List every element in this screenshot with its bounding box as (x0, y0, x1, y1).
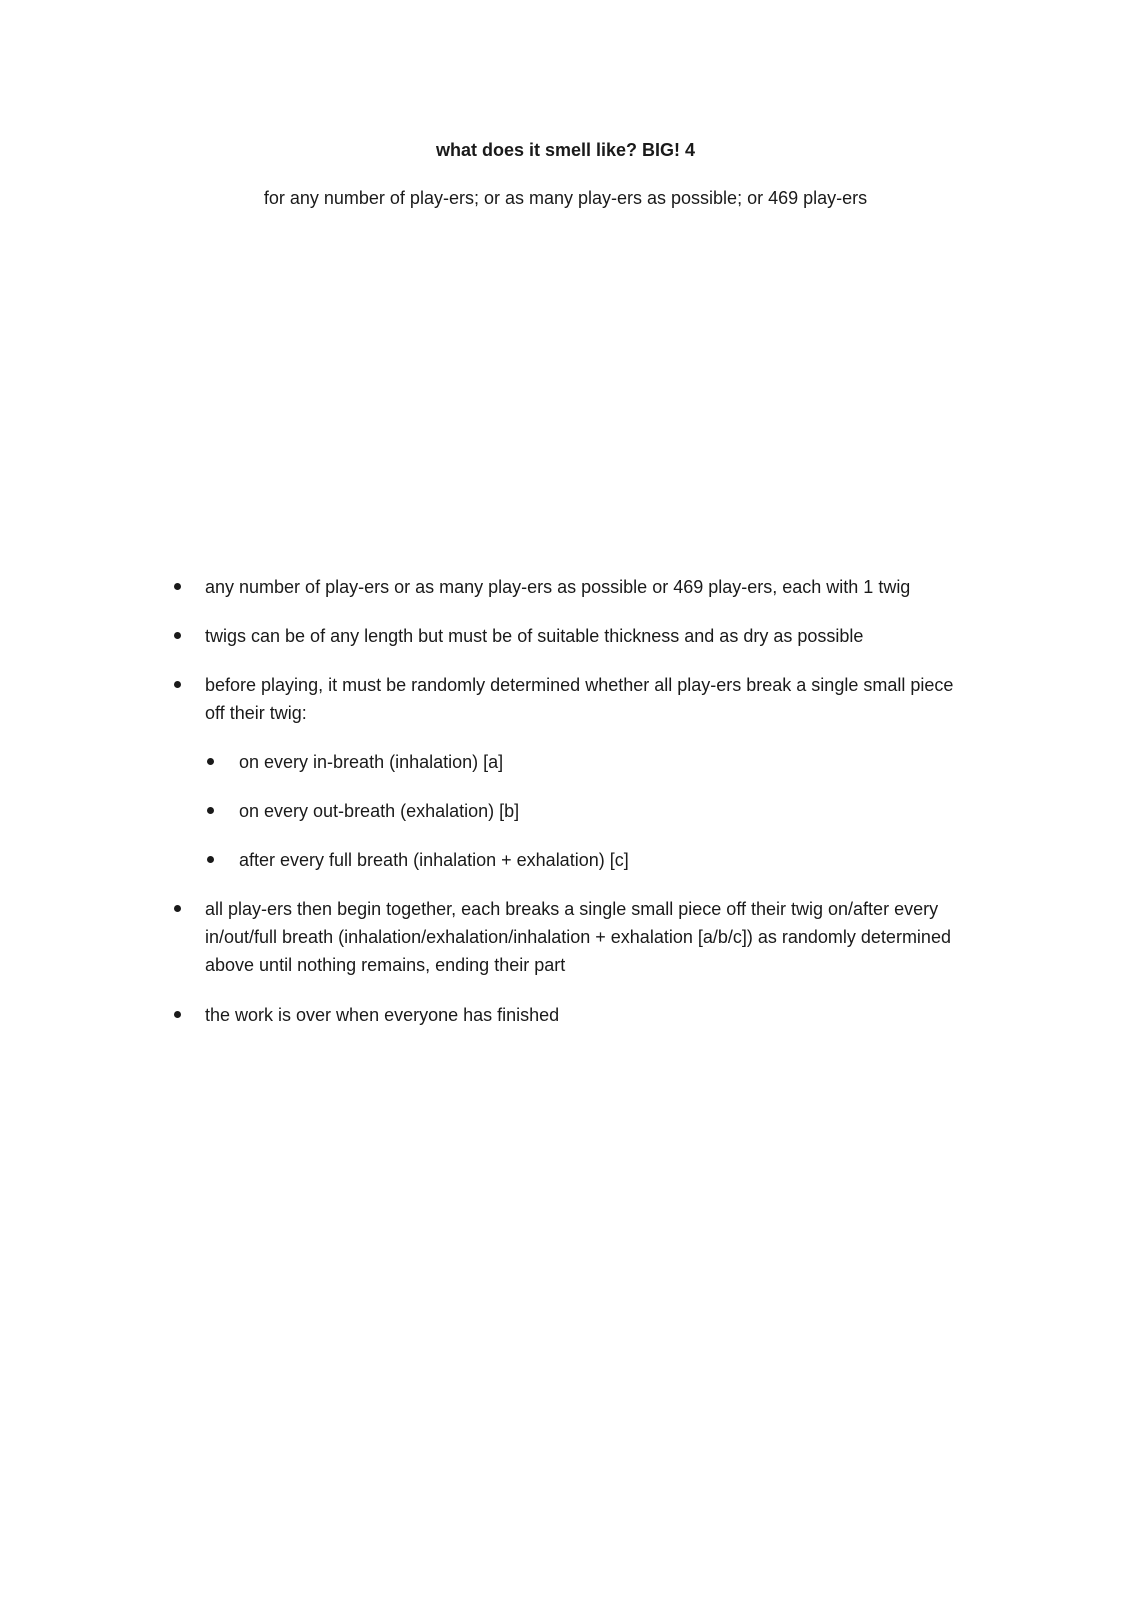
bullet-icon (174, 681, 181, 688)
document-subtitle: for any number of play-ers; or as many play-ers as possible; or 469 play-ers (263, 188, 868, 208)
list-item: before playing, it must be randomly determined whether all play-ers break a single small piece off their twig: (205, 675, 954, 723)
sub-bullet-icon (207, 807, 214, 814)
bullet-icon (174, 1011, 181, 1018)
list-item: twigs can be of any length but must be of suitable thickness and as dry as possible (205, 626, 864, 646)
sub-bullet-icon (207, 758, 214, 765)
document-title: what does it smell like? BIG! 4 (435, 140, 696, 160)
list-item: any number of play-ers or as many play-ers as possible or 469 play-ers, each with 1 twig (205, 577, 911, 597)
sub-list-item: after every full breath (inhalation + exhalation) [c] (239, 850, 629, 870)
sub-bullet-icon (207, 856, 214, 863)
bullet-icon (174, 632, 181, 639)
bullet-icon (174, 583, 181, 590)
bullet-icon (174, 905, 181, 912)
sub-list-item: on every in-breath (inhalation) [a] (239, 752, 504, 772)
list-item: the work is over when everyone has finished (205, 1005, 560, 1025)
sub-list-item: on every out-breath (exhalation) [b] (239, 801, 520, 821)
list-item: all play-ers then begin together, each breaks a single small piece off their twig on/after every in/out/full breath (inhalation/exhalation/inhalation + exhalation [a/b/c]) as randomly determined above until nothing remains, ending their part (205, 899, 951, 975)
